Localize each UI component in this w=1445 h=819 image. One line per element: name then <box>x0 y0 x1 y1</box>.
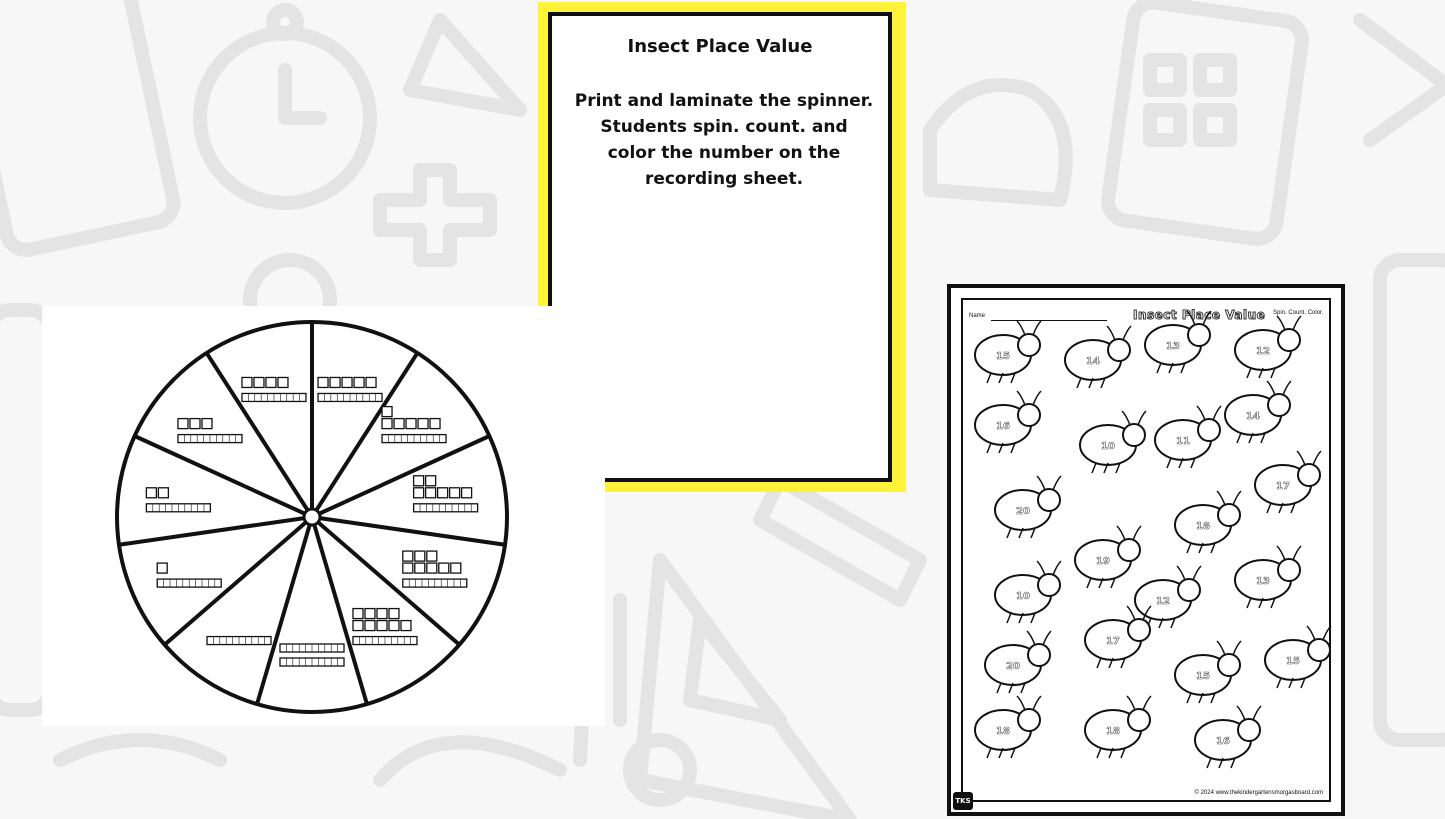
insect-leg <box>1092 463 1096 473</box>
insect-number: 18 <box>1106 726 1120 737</box>
insect-antenna <box>1277 316 1285 330</box>
insect-number: 11 <box>1176 436 1190 447</box>
insect-head <box>1278 329 1300 351</box>
one-cube <box>278 377 288 387</box>
insect-antenna <box>1313 451 1321 465</box>
one-cube <box>242 377 252 387</box>
insect-drawing <box>1145 311 1211 373</box>
insect-head <box>1028 644 1050 666</box>
one-cube <box>403 563 413 573</box>
insect-antenna <box>1217 641 1225 655</box>
insect-number: 16 <box>996 421 1010 432</box>
insect-number: 19 <box>1096 556 1110 567</box>
insect-antenna <box>1293 546 1301 560</box>
insect-leg <box>1187 543 1191 553</box>
one-cube <box>401 621 411 631</box>
one-cube <box>318 377 328 387</box>
one-cube <box>430 419 440 429</box>
one-cube <box>415 563 425 573</box>
instruction-title: Insect Place Value <box>627 36 813 57</box>
insect-drawing <box>1175 641 1241 703</box>
insect-leg <box>987 748 991 758</box>
insect-leg <box>1087 578 1091 588</box>
insect-number: 20 <box>1016 506 1030 517</box>
one-cube <box>439 563 449 573</box>
one-cube <box>414 476 424 486</box>
insect-drawing <box>995 476 1061 538</box>
one-cube <box>415 551 425 561</box>
insect-antenna <box>1053 561 1061 575</box>
insect-drawing <box>1175 491 1241 553</box>
insect-head <box>1108 339 1130 361</box>
insect-head <box>1278 559 1300 581</box>
insect-number: 13 <box>1256 576 1270 587</box>
insect-head <box>1198 419 1220 441</box>
spinner-section-blocks <box>207 637 271 645</box>
insect-drawing <box>1195 706 1261 768</box>
insect-head <box>1038 489 1060 511</box>
insect-drawing <box>1075 526 1141 588</box>
one-cube <box>202 419 212 429</box>
sheet-title: Insect Place Value <box>1133 308 1266 322</box>
one-cube <box>403 551 413 561</box>
insect-drawing <box>1235 546 1301 608</box>
insect-number: 14 <box>1246 411 1260 422</box>
insect-head <box>1218 504 1240 526</box>
insect-drawing <box>1255 451 1321 513</box>
insect-number: 12 <box>1156 596 1170 607</box>
insect-head <box>1128 619 1150 641</box>
insect-illustrations <box>963 300 1333 804</box>
insect-antenna <box>1133 526 1141 540</box>
insect-number: 14 <box>1086 356 1100 367</box>
insect-drawing <box>1135 566 1201 628</box>
one-cube <box>353 621 363 631</box>
insect-antenna <box>1117 526 1125 540</box>
insect-antenna <box>1187 311 1195 325</box>
insect-antenna <box>1237 706 1245 720</box>
insect-antenna <box>1017 696 1025 710</box>
one-cube <box>406 419 416 429</box>
one-cube <box>382 407 392 417</box>
insect-number: 13 <box>1166 341 1180 352</box>
insect-number: 18 <box>1196 521 1210 532</box>
insect-antenna <box>1323 626 1331 640</box>
insect-number: 12 <box>1256 346 1270 357</box>
spinner-center-hub <box>304 509 320 525</box>
insect-antenna <box>1107 326 1115 340</box>
insect-antenna <box>1017 391 1025 405</box>
sheet-footer: © 2024 www.thekindergartensmorgasboard.com <box>1194 790 1323 796</box>
instruction-text: Print and laminate the spinner. Students spin. count. and color the number on the recording sheet. <box>574 91 874 189</box>
recording-sheet <box>947 284 1345 816</box>
insect-number: 10 <box>1016 591 1030 602</box>
insect-head <box>1038 574 1060 596</box>
insect-leg <box>1007 613 1011 623</box>
name-label: Name <box>969 313 986 319</box>
insect-antenna <box>1277 546 1285 560</box>
one-cube <box>365 609 375 619</box>
insect-antenna <box>1143 696 1151 710</box>
insect-antenna <box>1267 381 1275 395</box>
insect-antenna <box>1307 626 1315 640</box>
insect-leg <box>1097 748 1101 758</box>
insect-antenna <box>1203 311 1211 325</box>
insect-drawing <box>1065 326 1131 388</box>
insect-antenna <box>1037 476 1045 490</box>
one-cube <box>254 377 264 387</box>
insect-antenna <box>1122 411 1130 425</box>
insect-head <box>1123 424 1145 446</box>
one-cube <box>146 488 156 498</box>
insect-drawing <box>1155 406 1221 468</box>
insect-antenna <box>1283 381 1291 395</box>
insect-antenna <box>1053 476 1061 490</box>
insect-antenna <box>1213 406 1221 420</box>
one-cube <box>451 563 461 573</box>
one-cube <box>438 488 448 498</box>
insect-antenna <box>1033 696 1041 710</box>
insect-antenna <box>1037 561 1045 575</box>
insect-antenna <box>1253 706 1261 720</box>
recording-sheet-inner <box>961 298 1331 802</box>
insect-drawing <box>1085 606 1151 668</box>
insect-drawing <box>975 321 1041 383</box>
one-cube <box>330 377 340 387</box>
one-cube <box>353 609 363 619</box>
one-cube <box>450 488 460 498</box>
insect-number: 17 <box>1106 636 1120 647</box>
insect-drawing <box>1235 316 1301 378</box>
one-cube <box>427 563 437 573</box>
insect-head <box>1238 719 1260 741</box>
insect-leg <box>1007 528 1011 538</box>
insect-antenna <box>1217 491 1225 505</box>
one-cube <box>377 621 387 631</box>
one-cube <box>414 488 424 498</box>
one-cube <box>394 419 404 429</box>
one-cube <box>157 563 167 573</box>
one-cube <box>266 377 276 387</box>
insect-drawing <box>995 561 1061 623</box>
one-cube <box>365 621 375 631</box>
insect-head <box>1298 464 1320 486</box>
one-cube <box>158 488 168 498</box>
insect-head <box>1218 654 1240 676</box>
insect-leg <box>1247 598 1251 608</box>
insect-number: 17 <box>1276 481 1290 492</box>
insect-antenna <box>1293 316 1301 330</box>
insect-leg <box>1077 378 1081 388</box>
insect-antenna <box>1043 631 1051 645</box>
insect-drawing <box>975 696 1041 758</box>
one-cube <box>426 476 436 486</box>
insect-head <box>1188 324 1210 346</box>
insect-head <box>1178 579 1200 601</box>
insect-leg <box>1237 433 1241 443</box>
one-cube <box>462 488 472 498</box>
insect-antenna <box>1127 696 1135 710</box>
insect-number: 16 <box>1216 736 1230 747</box>
spinner-card-overlap <box>538 306 605 492</box>
insect-antenna <box>1033 391 1041 405</box>
insect-antenna <box>1233 641 1241 655</box>
insect-drawing <box>985 631 1051 693</box>
insect-head <box>1018 404 1040 426</box>
insect-leg <box>1167 458 1171 468</box>
insect-leg <box>1157 363 1161 373</box>
insect-head <box>1308 639 1330 661</box>
one-cube <box>366 377 376 387</box>
insect-head <box>1128 709 1150 731</box>
insect-leg <box>1097 658 1101 668</box>
insect-number: 15 <box>996 351 1010 362</box>
insect-leg <box>1187 693 1191 703</box>
one-cube <box>382 419 392 429</box>
insect-number: 20 <box>1006 661 1020 672</box>
insect-drawing <box>1080 411 1146 473</box>
insect-number: 15 <box>1196 671 1210 682</box>
insect-antenna <box>1138 411 1146 425</box>
one-cube <box>418 419 428 429</box>
insect-antenna <box>1017 321 1025 335</box>
insect-head <box>1018 709 1040 731</box>
one-cube <box>377 609 387 619</box>
insect-leg <box>1277 678 1281 688</box>
one-cube <box>389 621 399 631</box>
insect-head <box>1268 394 1290 416</box>
one-cube <box>426 488 436 498</box>
place-value-spinner <box>112 317 512 717</box>
insect-drawing <box>1225 381 1291 443</box>
insect-antenna <box>1177 566 1185 580</box>
one-cube <box>178 419 188 429</box>
insect-leg <box>1247 368 1251 378</box>
insect-leg <box>1207 758 1211 768</box>
insect-number: 10 <box>1101 441 1115 452</box>
insect-leg <box>1267 503 1271 513</box>
one-cube <box>342 377 352 387</box>
insect-antenna <box>1127 606 1135 620</box>
insect-antenna <box>1193 566 1201 580</box>
insect-antenna <box>1197 406 1205 420</box>
insect-antenna <box>1027 631 1035 645</box>
insect-head <box>1118 539 1140 561</box>
insect-number: 15 <box>1286 656 1300 667</box>
insect-antenna <box>1033 321 1041 335</box>
one-cube <box>190 419 200 429</box>
insect-leg <box>987 443 991 453</box>
insect-leg <box>987 373 991 383</box>
tks-logo: TKS <box>953 792 973 810</box>
insect-drawing <box>975 391 1041 453</box>
insect-antenna <box>1233 491 1241 505</box>
insect-head <box>1018 334 1040 356</box>
insect-drawing <box>1085 696 1151 758</box>
one-cube <box>427 551 437 561</box>
insect-number: 18 <box>996 726 1010 737</box>
one-cube <box>354 377 364 387</box>
sheet-subtitle: Spin. Count. Color. <box>1273 310 1324 316</box>
insect-drawing <box>1265 626 1331 688</box>
insect-antenna <box>1123 326 1131 340</box>
one-cube <box>389 609 399 619</box>
insect-antenna <box>1297 451 1305 465</box>
insect-leg <box>997 683 1001 693</box>
